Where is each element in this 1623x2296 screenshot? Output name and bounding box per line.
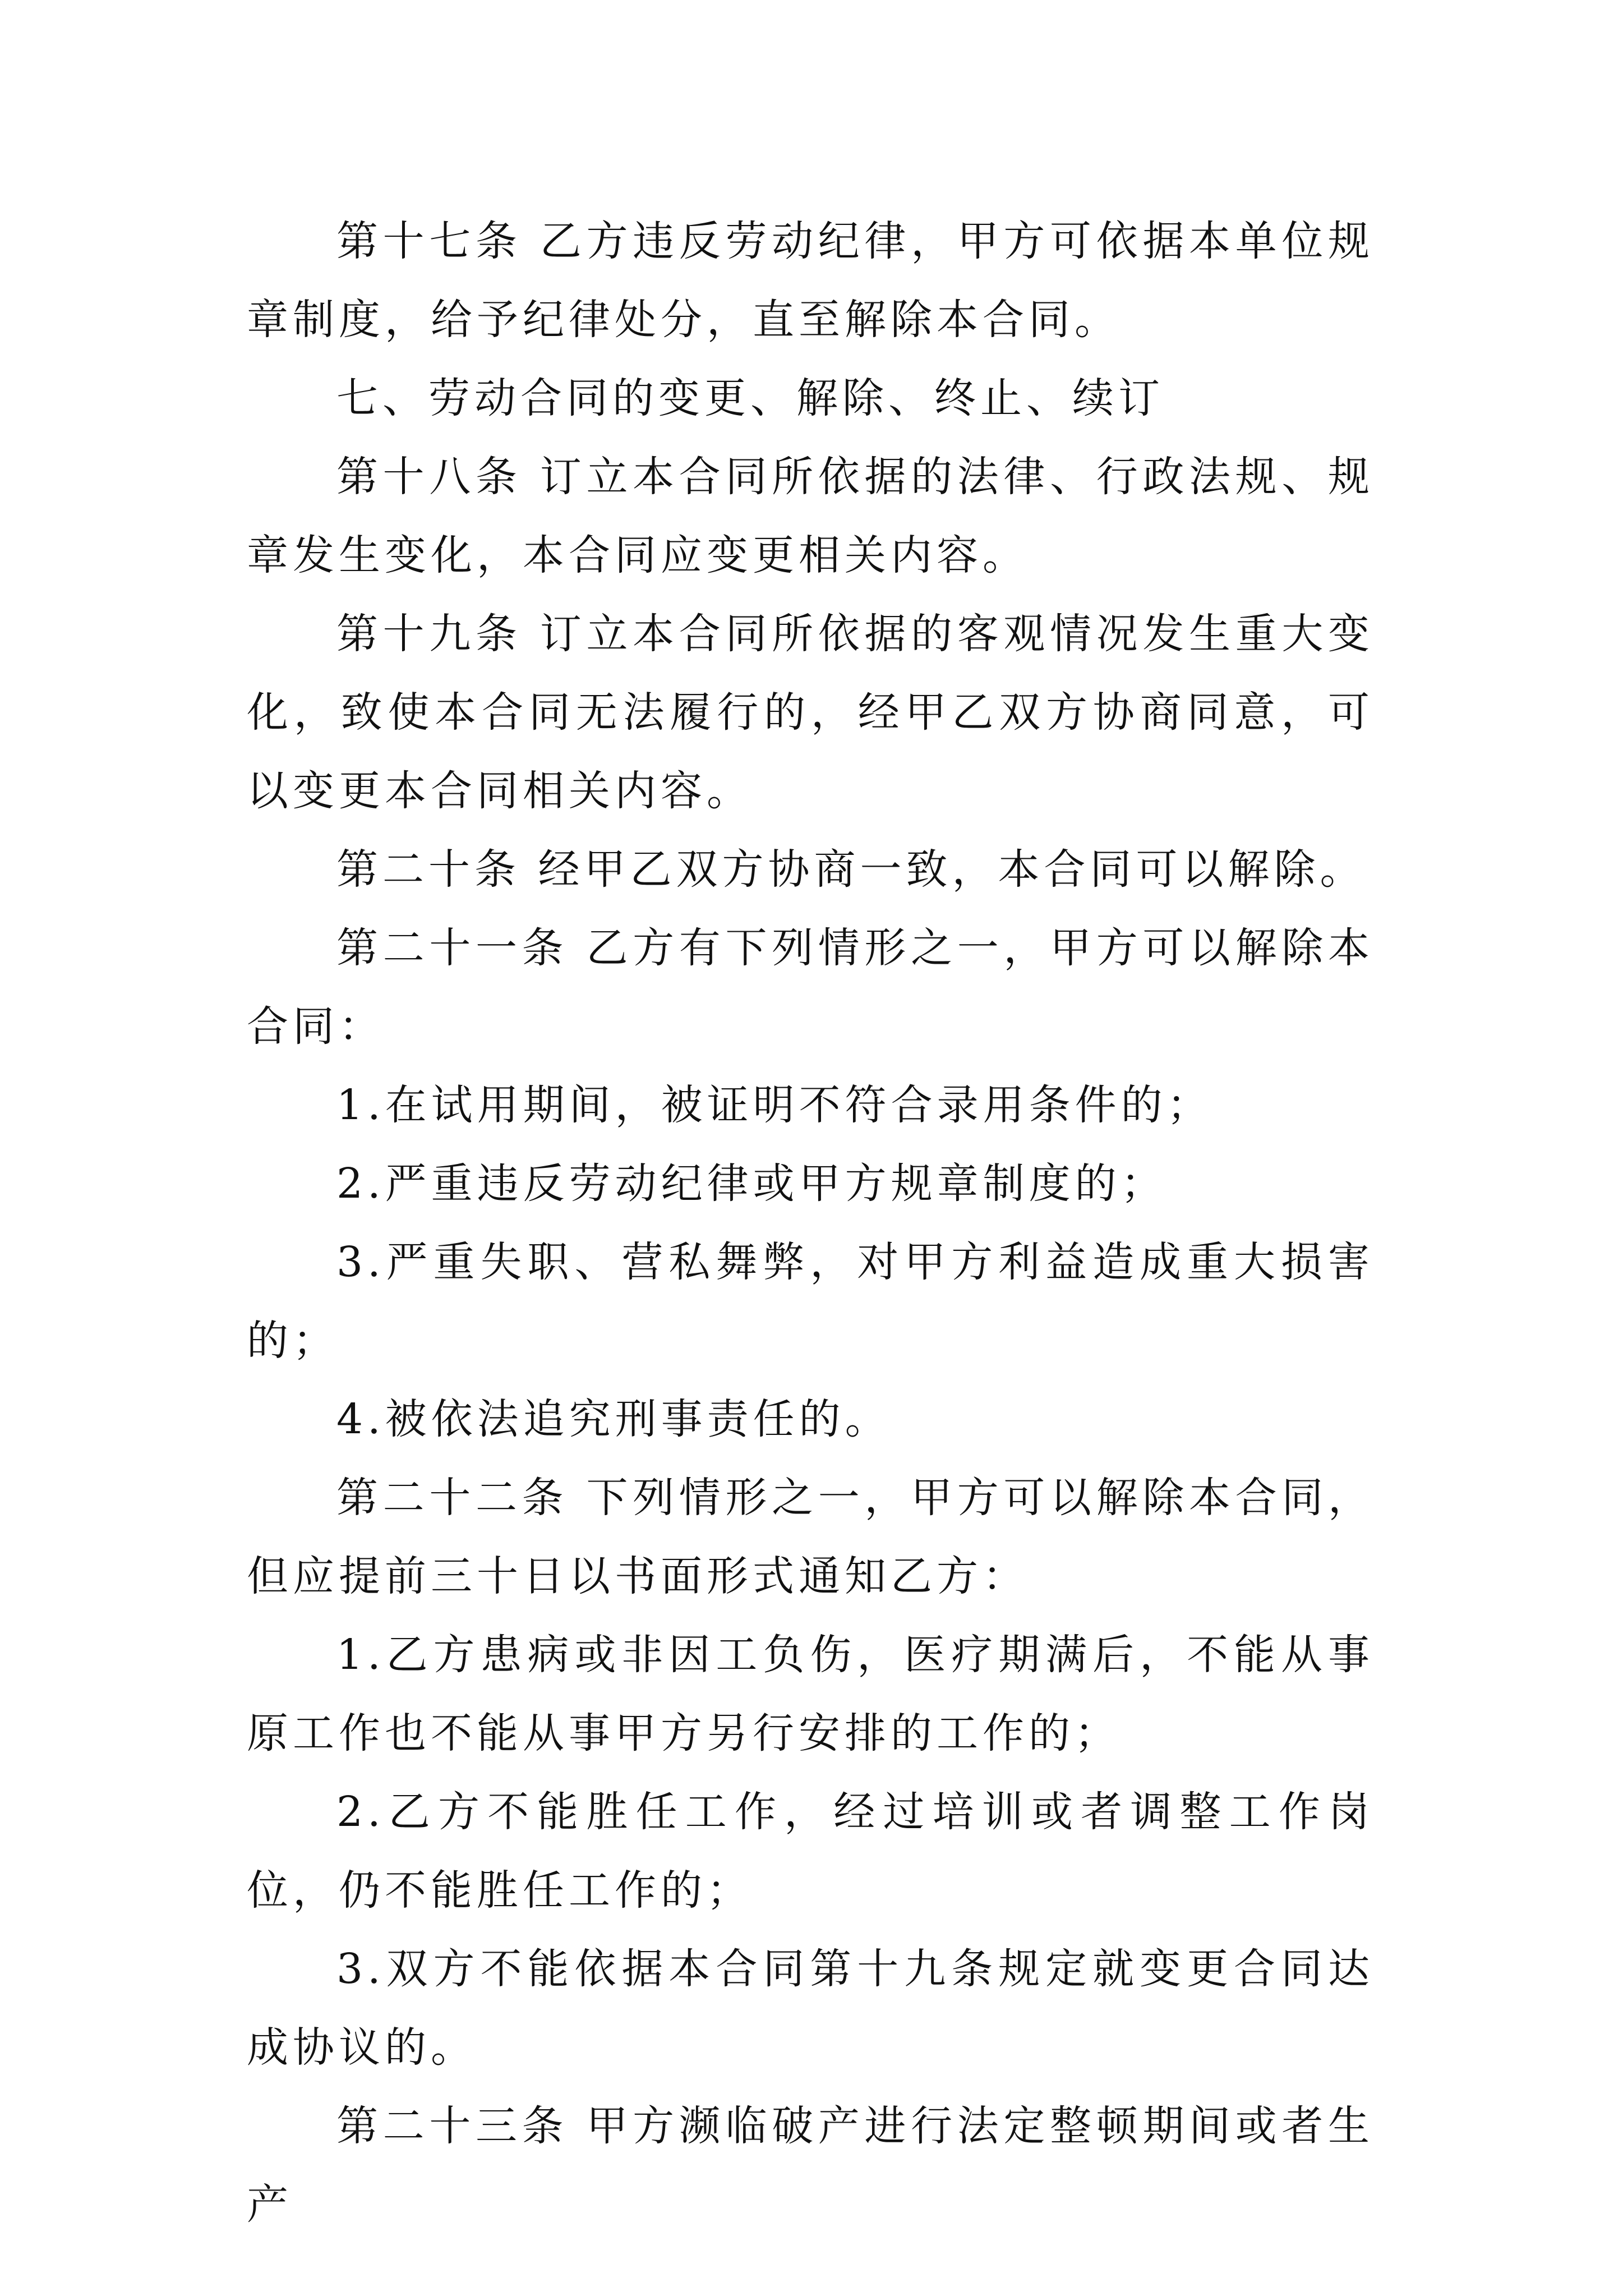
list-item-22-1: 1.乙方患病或非因工负伤，医疗期满后，不能从事原工作也不能从事甲方另行安排的工作的； <box>247 1631 1374 1757</box>
paragraph-article-22: 第二十二条 下列情形之一，甲方可以解除本合同，但应提前三十日以书面形式通知乙方： <box>247 1474 1374 1600</box>
section-heading-7: 七、劳动合同的变更、解除、终止、续订 <box>336 374 1164 422</box>
paragraph-article-20: 第二十条 经甲乙双方协商一致，本合同可以解除。 <box>336 845 1366 894</box>
list-item-22-2: 2.乙方不能胜任工作，经过培训或者调整工作岗位，仍不能胜任工作的； <box>247 1788 1374 1915</box>
paragraph-article-17: 第十七条 乙方违反劳动纪律，甲方可依据本单位规章制度，给予纪律处分，直至解除本合同。 <box>247 217 1374 344</box>
list-item-21-4: 4.被依法追究刑事责任的。 <box>336 1395 891 1443</box>
paragraph-article-21: 第二十一条 乙方有下列情形之一，甲方可以解除本合同： <box>247 924 1374 1051</box>
list-item-21-1: 1.在试用期间，被证明不符合录用条件的； <box>336 1081 1213 1129</box>
document-body <box>247 202 1374 2244</box>
list-item-22-3: 3.双方不能依据本合同第十九条规定就变更合同达成协议的。 <box>247 1945 1374 2072</box>
list-item-21-3: 3.严重失职、营私舞弊，对甲方利益造成重大损害的； <box>247 1238 1374 1365</box>
paragraph-article-18: 第十八条 订立本合同所依据的法律、行政法规、规章发生变化，本合同应变更相关内容。 <box>247 453 1374 579</box>
list-item-21-2: 2.严重违反劳动纪律或甲方规章制度的； <box>336 1159 1167 1208</box>
paragraph-article-19: 第十九条 订立本合同所依据的客观情况发生重大变化，致使本合同无法履行的，经甲乙双方协商同意，可以变更本合同相关内容。 <box>247 610 1374 815</box>
paragraph-article-23: 第二十三条 甲方濒临破产进行法定整顿期间或者生产 <box>247 2102 1374 2229</box>
